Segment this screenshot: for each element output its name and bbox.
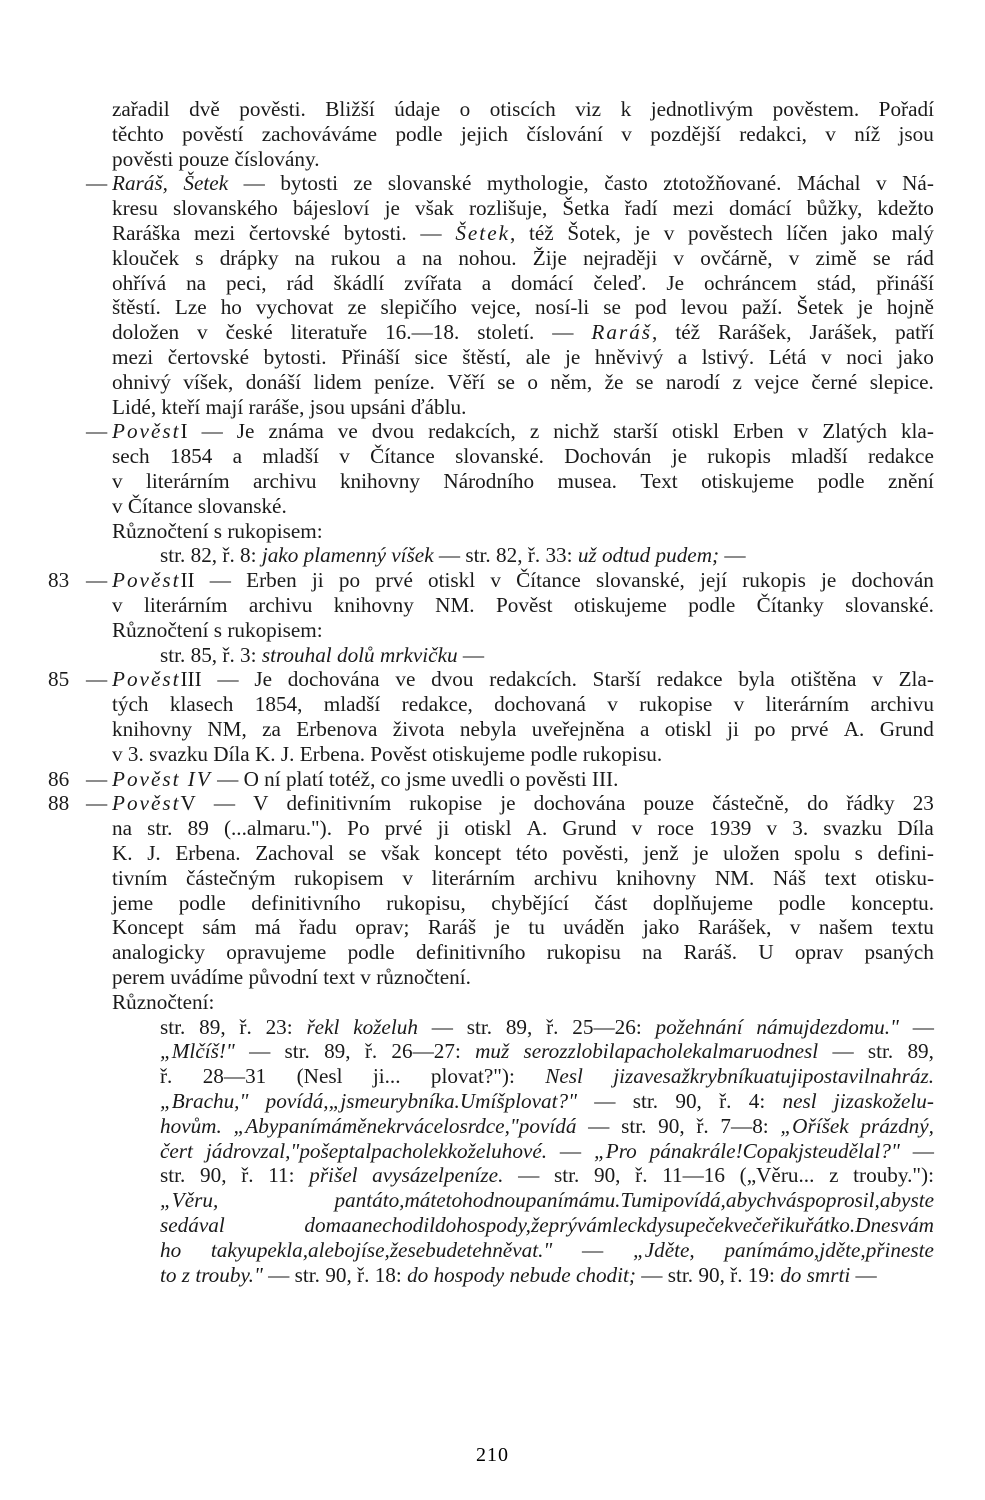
text-line: [0, 1014, 985, 1040]
margin-page-number: 83: [48, 568, 70, 593]
text-line: [0, 270, 985, 296]
line-text: zařadil dvě pověsti. Bližší údaje o otiscích viz k jednotlivým pověstem. Pořadí: [112, 97, 934, 121]
line-text: Lidé, kteří mají raráše, jsou upsáni ďáblu.: [112, 394, 467, 419]
line-text: Různočtení s rukopisem:: [112, 518, 323, 543]
line-text: sech 1854 a mladší v Čítance slovanské. Dochován je rukopis mladší redakce: [112, 444, 934, 469]
entry-dash: —: [86, 791, 108, 816]
line-text: čert jádrovzal,"pošeptalpacholekkoželuhové. — „Pro pánakrále!Copakjsteudělal?" —: [160, 1138, 934, 1163]
margin-page-number: 85: [48, 667, 70, 692]
text-line: [0, 170, 985, 196]
line-text: str. 89, ř. 23: řekl koželuh — str. 89, ř. 25—26: požehnání námujdezdomu." —: [160, 1014, 934, 1039]
text-line: [0, 121, 985, 147]
line-text: štěstí. Lze ho vychovat ze slepičího vejce, nosí-li se pod levou paží. Šetek je hojně: [112, 295, 934, 320]
line-text: ho takyupekla,alebojíse,žesebudetehněvat." — „Jděte, panímámo,jděte,přineste: [160, 1237, 934, 1262]
line-text: PověstIII — Je dochována ve dvou redakcích. Starší redakce byla otištěna v Zla-: [112, 667, 934, 692]
text-line: [0, 418, 985, 444]
line-text: analogicky opravujeme podle definitivního rukopisu na Raráš. U oprav psaných: [112, 940, 934, 965]
line-text: Různočtení:: [112, 989, 215, 1014]
line-text: Koncept sám má řadu oprav; Raráš je tu uváděn jako Rarášek, v našem textu: [112, 915, 934, 940]
text-line: [0, 1237, 985, 1263]
line-text: „Brachu," povídá,„jsmeurybníka.Umíšplovat?" — str. 90, ř. 4: nesl jizaskoželu-: [160, 1089, 934, 1113]
line-text: v literárním archivu knihovny Národního musea. Text otiskujeme podle znění: [112, 469, 934, 493]
text-line: [0, 890, 985, 916]
line-text: v Čítance slovanské.: [112, 493, 287, 518]
text-line: [0, 146, 985, 172]
text-line: [0, 319, 985, 345]
text-line: [0, 666, 985, 692]
line-text: Raráška mezi čertovské bytosti. — Šetek, též Šotek, je v pověstech líčen jako malý: [112, 221, 934, 245]
text-line: [0, 443, 985, 469]
line-text: K. J. Erbena. Zachoval se však koncept této pověsti, jenž je uložen spolu s defini-: [112, 841, 934, 865]
text-line: [0, 1212, 985, 1238]
text-line: [0, 691, 985, 717]
text-line: [0, 1063, 985, 1089]
line-text: těchto pověstí zachováváme podle jejich číslování v pozdější redakci, v níž jsou: [112, 121, 934, 146]
text-line: [0, 369, 985, 395]
text-line: [0, 567, 985, 593]
line-text: hovům. „Abypanímáměnekrvácelosrdce,"povídá — str. 90, ř. 7—8: „Oříšek prázdný,: [160, 1113, 934, 1138]
line-text: tých klasech 1854, mladší redakce, dochovaná v rukopise v literárním archivu: [112, 692, 934, 717]
line-text: PověstI — Je známa ve dvou redakcích, z nichž starší otiskl Erben v Zlatých kla-: [112, 419, 934, 444]
text-line: [0, 468, 985, 494]
text-line: [0, 1088, 985, 1114]
text-line: [0, 766, 985, 792]
line-text: jeme podle definitivního rukopisu, chybějící část doplňujeme podle konceptu.: [112, 890, 934, 915]
text-line: [0, 1262, 985, 1288]
line-text: to z trouby." — str. 90, ř. 18: do hospody nebude chodit; — str. 90, ř. 19: do smrti —: [160, 1262, 877, 1287]
margin-page-number: 86: [48, 766, 70, 791]
text-line: [0, 294, 985, 320]
line-text: PověstII — Erben ji po prvé otiskl v Čítance slovanské, její rukopis je dochován: [112, 568, 934, 593]
line-text: str. 85, ř. 3: strouhal dolů mrkvičku —: [160, 642, 485, 667]
text-line: [0, 939, 985, 965]
text-line: [0, 790, 985, 816]
text-line: [0, 741, 985, 767]
line-text: pověsti pouze číslovány.: [112, 146, 320, 171]
line-text: klouček s drápky na rukou a na nohou. Žije nejraději v ovčárně, v zimě se rád: [112, 245, 934, 270]
text-line: [0, 964, 985, 990]
text-line: [0, 815, 985, 841]
line-text: ohřívá na peci, rád škádlí zvířata a domácí čeleď. Je ochráncem stád, přináší: [112, 270, 934, 295]
text-line: [0, 989, 985, 1015]
text-line: [0, 1038, 985, 1064]
entry-dash: —: [86, 568, 108, 593]
text-line: [0, 1162, 985, 1188]
line-text: v literárním archivu knihovny NM. Pověst otiskujeme podle Čítanky slovanské.: [112, 593, 934, 617]
line-text: perem uvádíme původní text v různočtení.: [112, 965, 471, 989]
line-text: doložen v české literatuře 16.—18. století. — Raráš, též Rarášek, Jarášek, patří: [112, 320, 934, 345]
text-line: [0, 344, 985, 370]
text-line: [0, 245, 985, 271]
page-number: 210: [476, 1444, 509, 1466]
line-text: „Mlčíš!" — str. 89, ř. 26—27: muž serozzlobilapacholekalmaruodnesl — str. 89,: [160, 1039, 934, 1064]
margin-page-number: 88: [48, 791, 70, 816]
line-text: knihovny NM, za Erbenova života nebyla uveřejněna a otiskl ji po prvé A. Grund: [112, 717, 934, 741]
line-text: na str. 89 (...almaru."). Po prvé ji otiskl A. Grund v roce 1939 v 3. svazku Díla: [112, 816, 934, 841]
text-line: [0, 1138, 985, 1164]
text-line: [0, 914, 985, 940]
text-line: [0, 840, 985, 866]
text-line: [0, 716, 985, 742]
entry-dash: —: [86, 171, 108, 196]
line-text: v 3. svazku Díla K. J. Erbena. Pověst otiskujeme podle rukopisu.: [112, 741, 663, 766]
text-line: [0, 1187, 985, 1213]
text-line: [0, 617, 985, 643]
line-text: Pověst IV — O ní platí totéž, co jsme uvedli o pověsti III.: [112, 766, 619, 791]
text-line: [0, 592, 985, 618]
line-text: kresu slovanského bájesloví je však rozlišuje, Šetka řadí mezi domácí bůžky, kdežto: [112, 196, 934, 221]
line-text: Raráš, Šetek — bytosti ze slovanské mythologie, často ztotožňované. Máchal v Ná-: [112, 171, 934, 196]
line-text: „Věru, pantáto,mátetohodnoupanímámu.Tumipovídá,abychváspoprosil,abyste: [160, 1188, 934, 1213]
line-text: str. 90, ř. 11: přišel avysázelpeníze. — str. 90, ř. 11—16 („Věru... z trouby."):: [160, 1163, 934, 1188]
entry-dash: —: [86, 419, 108, 444]
text-line: [0, 394, 985, 420]
text-line: [0, 865, 985, 891]
line-text: ohnivý víšek, donáší lidem peníze. Věří se o něm, že se narodí z vejce černé slepice.: [112, 369, 934, 394]
text-line: [0, 642, 985, 668]
line-text: PověstV — V definitivním rukopise je dochována pouze částečně, do řádky 23: [112, 791, 934, 816]
entry-dash: —: [86, 667, 108, 692]
text-line: [0, 220, 985, 246]
text-line: [0, 1113, 985, 1139]
line-text: Různočtení s rukopisem:: [112, 617, 323, 642]
line-text: sedával domaanechodildohospody,žeprývámleckdysupečekvečeřikuřátko.Dnesvám: [160, 1213, 934, 1237]
line-text: str. 82, ř. 8: jako plamenný víšek — str. 82, ř. 33: už odtud pudem; —: [160, 543, 746, 568]
text-line: [0, 195, 985, 221]
entry-dash: —: [86, 766, 108, 791]
line-text: mezi čertovské bytosti. Přináší sice štěstí, ale je hněvivý a lstivý. Létá v noci jako: [112, 345, 934, 369]
text-line: [0, 96, 985, 122]
text-line: [0, 518, 985, 544]
text-line: [0, 493, 985, 519]
text-line: [0, 542, 985, 568]
line-text: ř. 28—31 (Nesl ji... plovat?"): Nesl jizavesažkrybníkuatujipostavilnahráz.: [160, 1064, 934, 1089]
line-text: tivním částečným rukopisem v literárním archivu knihovny NM. Náš text otisku-: [112, 865, 934, 890]
